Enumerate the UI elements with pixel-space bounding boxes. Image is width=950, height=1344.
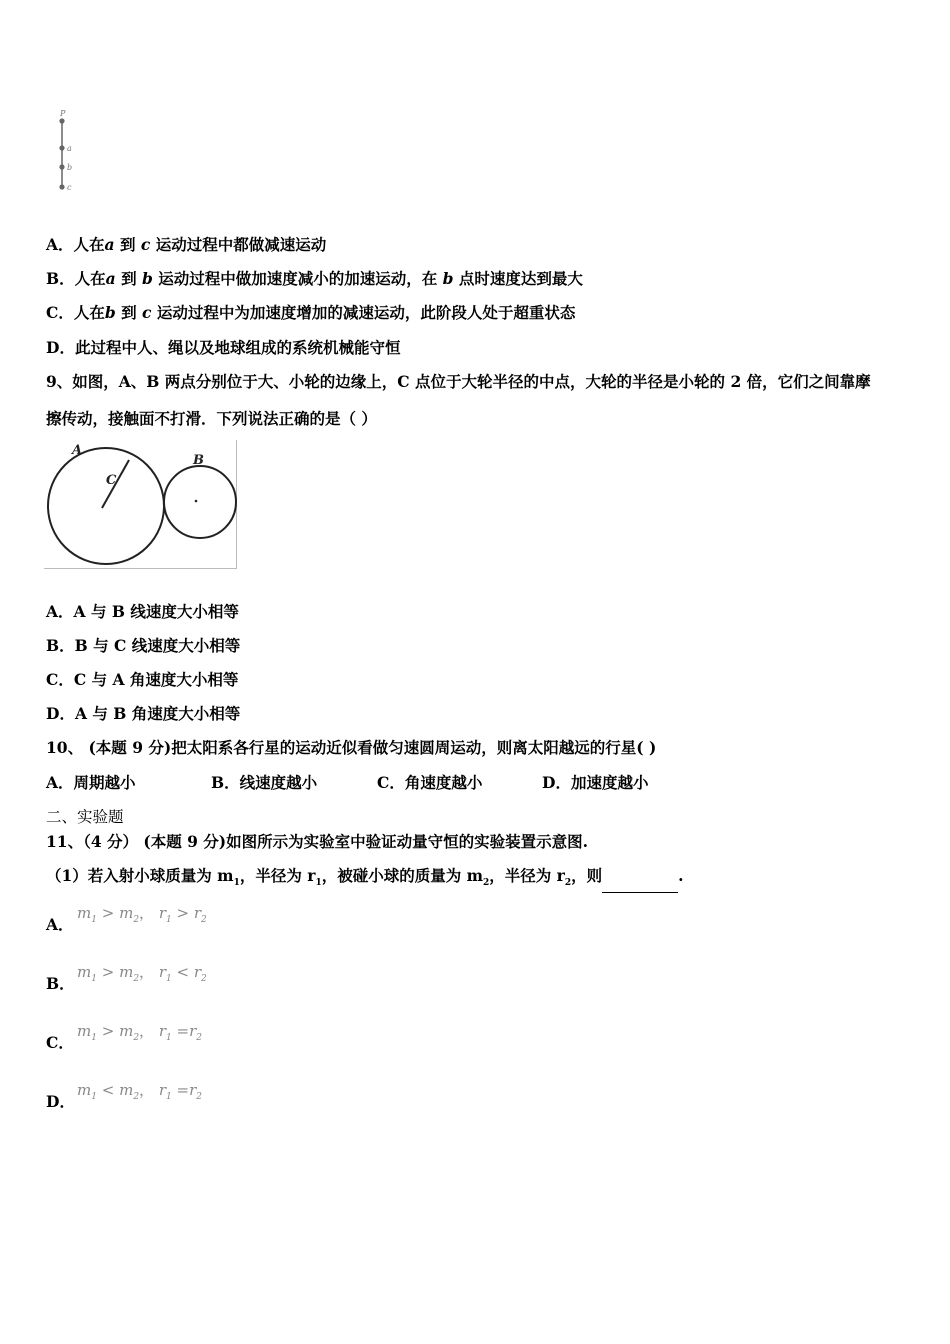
q9-stem-line2: 擦传动，接触面不打滑．下列说法正确的是（ ） [46, 409, 377, 428]
wheels-figure [44, 440, 238, 570]
q8-option-b: B．人在a 到 b 运动过程中做加速度减小的加速运动，在 b 点时速度达到最大 [46, 269, 583, 288]
q11-stem: 11、（4 分） (本题 9 分)如图所示为实验室中验证动量守恒的实验装置示意图. [46, 832, 589, 851]
q8-option-c: C．人在b 到 c 运动过程中为加速度增加的减速运动，此阶段人处于超重状态 [46, 303, 576, 322]
q10-option-c: C．角速度越小 [377, 773, 483, 792]
label-c: C [106, 473, 117, 488]
q11-option-c-formula: $m_1 > m_2$， $r_1 =r_2$ [77, 1022, 202, 1043]
q9-option-c: C．C 与 A 角速度大小相等 [46, 670, 239, 689]
q11-option-c-label: C． [46, 1033, 74, 1052]
q8-option-d: D．此过程中人、绳以及地球组成的系统机械能守恒 [46, 338, 401, 357]
small-wheel-center [195, 500, 198, 503]
answer-blank [602, 878, 678, 893]
big-wheel [48, 448, 164, 564]
point-a [59, 145, 64, 150]
small-wheel [164, 466, 236, 538]
label-a: a [67, 144, 72, 153]
q10-option-a: A．周期越小 [46, 773, 136, 792]
label-b: B [193, 453, 204, 468]
point-b [59, 164, 64, 169]
label-c: c [67, 183, 72, 192]
q9-option-a: A．A 与 B 线速度大小相等 [46, 602, 239, 621]
label-b: b [67, 163, 73, 172]
q11-option-d-formula: $m_1 < m_2$， $r_1 =r_2$ [77, 1081, 202, 1102]
q10-stem: 10、 (本题 9 分)把太阳系各行星的运动近似看做匀速圆周运动，则离太阳越远的行星( ) [46, 738, 657, 757]
rope-figure [52, 106, 92, 198]
q9-option-b: B．B 与 C 线速度大小相等 [46, 636, 241, 655]
q11-option-a-formula: $m_1 > m_2$， $r_1 > r_2$ [77, 904, 207, 925]
q11-sub1: （1）若入射小球质量为 $m_1$，半径为 $r_1$，被碰小球的质量为 $m_2$，半径为 $r_2$，则 . [46, 866, 684, 893]
q11-option-d-label: D． [46, 1092, 75, 1111]
q11-option-b-formula: $m_1 > m_2$， $r_1 < r_2$ [77, 963, 207, 984]
q11-option-a-label: A． [46, 915, 74, 934]
q9-stem-line1: 9、如图，A、B 两点分别位于大、小轮的边缘上，C 点位于大轮半径的中点，大轮的半径是小轮的 2 倍，它们之间靠摩 [46, 372, 871, 391]
q11-option-b-label: B． [46, 974, 75, 993]
section-heading: 二、实验题 [46, 808, 124, 826]
point-p [59, 118, 64, 123]
q10-option-d: D．加速度越小 [542, 773, 649, 792]
q8-option-a: A．人在a 到 c 运动过程中都做减速运动 [46, 235, 327, 254]
label-a: A [72, 443, 83, 458]
label-p: P [60, 109, 66, 118]
q9-option-d: D．A 与 B 角速度大小相等 [46, 704, 241, 723]
q10-option-b: B．线速度越小 [211, 773, 318, 792]
point-c [59, 184, 64, 189]
